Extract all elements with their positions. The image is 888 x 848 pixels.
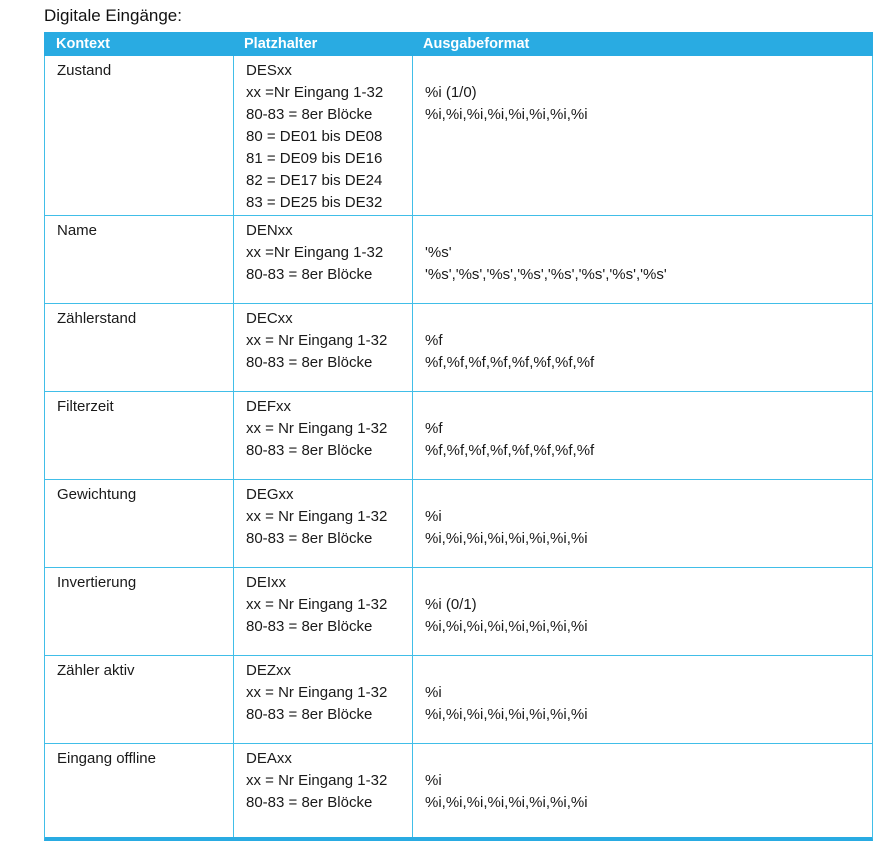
cell-platzhalter xyxy=(233,568,412,655)
platzhalter-line: 80-83 = 8er Blöcke xyxy=(246,706,373,723)
ausgabeformat-line: %f xyxy=(425,332,443,349)
column-header-kontext: Kontext xyxy=(56,36,110,52)
cell-platzhalter xyxy=(233,480,412,567)
ausgabeformat-line: %f,%f,%f,%f,%f,%f,%f,%f xyxy=(425,354,595,371)
table-body xyxy=(45,56,872,837)
platzhalter-line: DESxx xyxy=(246,62,292,79)
platzhalter-line: xx = Nr Eingang 1-32 xyxy=(246,596,388,613)
table-row xyxy=(45,655,872,743)
kontext-label: Eingang offline xyxy=(57,750,156,767)
cell-kontext xyxy=(45,56,233,215)
cell-platzhalter xyxy=(233,56,412,215)
cell-ausgabeformat xyxy=(412,656,872,743)
cell-kontext xyxy=(45,656,233,743)
table-row xyxy=(45,567,872,655)
platzhalter-line: DECxx xyxy=(246,310,293,327)
ausgabeformat-line: %i,%i,%i,%i,%i,%i,%i,%i xyxy=(425,106,588,123)
ausgabeformat-line: %i,%i,%i,%i,%i,%i,%i,%i xyxy=(425,794,588,811)
platzhalter-line: 80-83 = 8er Blöcke xyxy=(246,106,373,123)
ausgabeformat-line: %i xyxy=(425,772,442,789)
ausgabeformat-line: %i xyxy=(425,684,442,701)
column-header-ausgabeformat: Ausgabeformat xyxy=(423,36,530,52)
cell-platzhalter xyxy=(233,656,412,743)
platzhalter-line: xx =Nr Eingang 1-32 xyxy=(246,244,384,261)
platzhalter-line: xx = Nr Eingang 1-32 xyxy=(246,772,388,789)
cell-platzhalter xyxy=(233,216,412,303)
cell-ausgabeformat xyxy=(412,56,872,215)
cell-platzhalter xyxy=(233,304,412,391)
platzhalter-line: 80-83 = 8er Blöcke xyxy=(246,442,373,459)
kontext-label: Invertierung xyxy=(57,574,137,591)
cell-ausgabeformat xyxy=(412,480,872,567)
platzhalter-line: 80 = DE01 bis DE08 xyxy=(246,128,383,145)
platzhalter-line: 80-83 = 8er Blöcke xyxy=(246,794,373,811)
cell-kontext xyxy=(45,392,233,479)
table-row xyxy=(45,743,872,837)
kontext-label: Name xyxy=(57,222,98,239)
ausgabeformat-line: %i (1/0) xyxy=(425,84,477,101)
platzhalter-line: DEAxx xyxy=(246,750,292,767)
table-row xyxy=(45,391,872,479)
cell-kontext xyxy=(45,480,233,567)
platzhalter-line: 80-83 = 8er Blöcke xyxy=(246,266,373,283)
platzhalter-line: 80-83 = 8er Blöcke xyxy=(246,354,373,371)
cell-ausgabeformat xyxy=(412,304,872,391)
table-header-row xyxy=(44,32,873,56)
cell-platzhalter xyxy=(233,392,412,479)
kontext-label: Filterzeit xyxy=(57,398,114,415)
platzhalter-line: DEIxx xyxy=(246,574,287,591)
table-row xyxy=(45,215,872,303)
kontext-label: Zähler aktiv xyxy=(57,662,135,679)
kontext-label: Zustand xyxy=(57,62,112,79)
cell-ausgabeformat xyxy=(412,216,872,303)
ausgabeformat-line: %f,%f,%f,%f,%f,%f,%f,%f xyxy=(425,442,595,459)
ausgabeformat-line: '%s','%s','%s','%s','%s','%s','%s','%s' xyxy=(425,266,667,283)
ausgabeformat-line: %i,%i,%i,%i,%i,%i,%i,%i xyxy=(425,618,588,635)
cell-ausgabeformat xyxy=(412,568,872,655)
ausgabeformat-line: '%s' xyxy=(425,244,452,261)
platzhalter-line: xx = Nr Eingang 1-32 xyxy=(246,420,388,437)
cell-kontext xyxy=(45,568,233,655)
platzhalter-line: DEZxx xyxy=(246,662,291,679)
table-row xyxy=(45,479,872,567)
cell-ausgabeformat xyxy=(412,744,872,837)
platzhalter-line: DEGxx xyxy=(246,486,294,503)
ausgabeformat-line: %i (0/1) xyxy=(425,596,477,613)
platzhalter-line: DEFxx xyxy=(246,398,291,415)
page-title: Digitale Eingänge: xyxy=(44,6,182,25)
table-row xyxy=(45,56,872,215)
cell-ausgabeformat xyxy=(412,392,872,479)
platzhalter-line: 83 = DE25 bis DE32 xyxy=(246,194,383,211)
platzhalter-line: 80-83 = 8er Blöcke xyxy=(246,530,373,547)
kontext-label: Zählerstand xyxy=(57,310,137,327)
platzhalter-line: xx = Nr Eingang 1-32 xyxy=(246,332,388,349)
ausgabeformat-line: %i,%i,%i,%i,%i,%i,%i,%i xyxy=(425,706,588,723)
platzhalter-line: 81 = DE09 bis DE16 xyxy=(246,150,383,167)
platzhalter-line: 80-83 = 8er Blöcke xyxy=(246,618,373,635)
platzhalter-line: xx =Nr Eingang 1-32 xyxy=(246,84,384,101)
column-header-platzhalter: Platzhalter xyxy=(244,36,318,52)
cell-kontext xyxy=(45,304,233,391)
cell-platzhalter xyxy=(233,744,412,837)
ausgabeformat-line: %i xyxy=(425,508,442,525)
cell-kontext xyxy=(45,216,233,303)
table-row xyxy=(45,303,872,391)
kontext-label: Gewichtung xyxy=(57,486,137,503)
ausgabeformat-line: %i,%i,%i,%i,%i,%i,%i,%i xyxy=(425,530,588,547)
digital-inputs-table xyxy=(44,32,873,841)
platzhalter-line: xx = Nr Eingang 1-32 xyxy=(246,684,388,701)
ausgabeformat-line: %f xyxy=(425,420,443,437)
cell-kontext xyxy=(45,744,233,837)
platzhalter-line: DENxx xyxy=(246,222,293,239)
platzhalter-line: xx = Nr Eingang 1-32 xyxy=(246,508,388,525)
platzhalter-line: 82 = DE17 bis DE24 xyxy=(246,172,383,189)
